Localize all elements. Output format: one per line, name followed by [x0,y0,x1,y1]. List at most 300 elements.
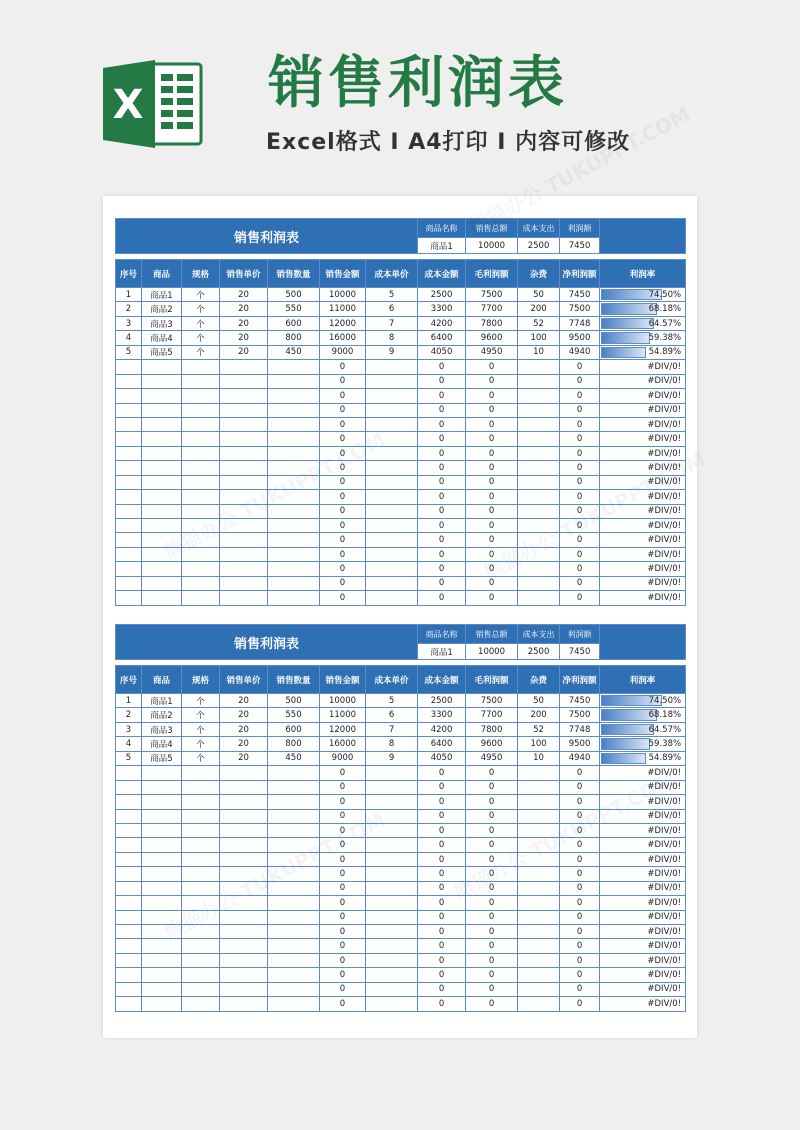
table-cell[interactable]: 52 [518,316,560,330]
table-cell[interactable] [268,953,320,967]
table-cell[interactable]: 0 [560,519,600,533]
table-cell[interactable] [142,576,182,590]
column-header[interactable]: 成本金额 [418,666,466,694]
column-header[interactable]: 序号 [116,666,142,694]
table-cell[interactable] [116,953,142,967]
table-cell[interactable] [518,389,560,403]
table-cell[interactable] [366,519,418,533]
table-cell[interactable]: 20 [220,708,268,722]
table-cell[interactable]: 6400 [418,331,466,345]
table-cell[interactable]: 7500 [466,694,518,708]
table-cell[interactable]: 7450 [560,288,600,302]
table-cell[interactable]: 0 [466,867,518,881]
table-cell[interactable] [182,939,220,953]
table-cell[interactable]: 7800 [466,722,518,736]
table-cell[interactable] [116,925,142,939]
table-cell[interactable]: 7700 [466,708,518,722]
table-cell[interactable] [220,360,268,374]
table-cell[interactable]: 0 [418,547,466,561]
table-cell[interactable]: 10000 [320,694,366,708]
table-cell[interactable]: 20 [220,694,268,708]
table-cell[interactable]: 0 [560,547,600,561]
table-cell[interactable]: 0 [320,809,366,823]
table-cell[interactable]: 0 [466,809,518,823]
summary-value[interactable]: 2500 [518,238,560,254]
table-cell[interactable]: 12000 [320,316,366,330]
table-cell[interactable] [116,403,142,417]
table-cell[interactable] [518,475,560,489]
table-cell[interactable]: 0 [560,925,600,939]
table-cell[interactable]: 7748 [560,316,600,330]
table-cell[interactable] [182,809,220,823]
table-cell[interactable]: 9 [366,345,418,359]
table-cell[interactable] [366,403,418,417]
table-cell[interactable]: 商品3 [142,316,182,330]
table-cell[interactable]: 0 [320,795,366,809]
table-cell[interactable] [220,766,268,780]
table-cell[interactable]: 0 [466,576,518,590]
table-cell[interactable]: 0 [560,533,600,547]
table-cell[interactable]: 0 [418,881,466,895]
table-cell[interactable]: 10 [518,751,560,765]
table-cell[interactable] [366,867,418,881]
table-cell[interactable] [268,982,320,996]
table-cell[interactable] [142,968,182,982]
table-cell[interactable] [116,389,142,403]
table-cell[interactable] [366,591,418,605]
column-header[interactable]: 商品 [142,260,182,288]
table-cell[interactable]: 0 [466,953,518,967]
table-cell[interactable] [182,417,220,431]
table-cell[interactable]: 0 [320,939,366,953]
table-cell[interactable] [116,852,142,866]
table-cell[interactable]: 0 [418,562,466,576]
table-cell[interactable] [182,475,220,489]
column-header[interactable]: 销售金额 [320,666,366,694]
table-cell[interactable] [518,446,560,460]
table-cell[interactable]: 0 [560,953,600,967]
table-cell[interactable] [600,374,686,388]
table-cell[interactable]: 0 [320,417,366,431]
table-cell[interactable]: 800 [268,331,320,345]
table-cell[interactable] [220,968,268,982]
table-cell[interactable] [116,519,142,533]
table-cell[interactable]: 52 [518,722,560,736]
table-cell[interactable]: 0 [466,547,518,561]
table-cell[interactable]: 0 [560,910,600,924]
table-cell[interactable]: 0 [466,939,518,953]
table-cell[interactable]: 0 [320,374,366,388]
table-cell[interactable] [116,374,142,388]
table-cell[interactable]: 4200 [418,316,466,330]
table-cell[interactable]: 0 [320,403,366,417]
table-cell[interactable] [268,896,320,910]
table-cell[interactable]: 0 [320,823,366,837]
table-cell[interactable]: 0 [466,417,518,431]
table-cell[interactable]: 7500 [560,708,600,722]
table-cell[interactable]: 0 [560,490,600,504]
table-cell[interactable] [182,852,220,866]
table-cell[interactable]: 0 [320,881,366,895]
table-cell[interactable]: 4 [116,737,142,751]
table-cell[interactable] [600,389,686,403]
table-cell[interactable]: 0 [466,766,518,780]
table-cell[interactable]: 0 [418,852,466,866]
table-cell[interactable]: 4050 [418,751,466,765]
table-cell[interactable]: 0 [320,838,366,852]
table-cell[interactable]: 商品4 [142,737,182,751]
table-cell[interactable]: 0 [466,780,518,794]
table-cell[interactable]: 个 [182,345,220,359]
table-cell[interactable] [116,446,142,460]
table-cell[interactable] [182,795,220,809]
table-cell[interactable]: 0 [560,374,600,388]
summary-label[interactable]: 商品名称 [418,219,466,238]
table-cell[interactable] [142,591,182,605]
table-cell[interactable] [116,780,142,794]
table-cell[interactable] [366,925,418,939]
table-cell[interactable]: 0 [320,591,366,605]
table-cell[interactable] [116,939,142,953]
table-cell[interactable] [220,389,268,403]
column-header[interactable]: 销售单价 [220,260,268,288]
table-cell[interactable] [182,490,220,504]
table-cell[interactable] [518,997,560,1011]
column-header[interactable]: 销售金额 [320,260,366,288]
table-cell[interactable]: 0 [466,374,518,388]
table-cell[interactable] [366,475,418,489]
table-cell[interactable] [600,302,686,316]
table-cell[interactable]: 0 [320,780,366,794]
table-cell[interactable] [142,838,182,852]
table-cell[interactable] [268,823,320,837]
table-cell[interactable] [518,780,560,794]
table-cell[interactable] [220,432,268,446]
table-cell[interactable] [366,881,418,895]
table-cell[interactable]: 0 [560,766,600,780]
table-cell[interactable] [142,795,182,809]
table-cell[interactable]: 12000 [320,722,366,736]
table-cell[interactable]: 0 [418,982,466,996]
table-cell[interactable] [182,432,220,446]
table-cell[interactable]: 0 [418,504,466,518]
table-cell[interactable]: 0 [320,519,366,533]
table-cell[interactable]: 0 [466,389,518,403]
table-cell[interactable]: 0 [466,533,518,547]
table-cell[interactable]: 0 [320,389,366,403]
table-cell[interactable]: 0 [560,446,600,460]
table-cell[interactable] [268,925,320,939]
table-cell[interactable] [182,968,220,982]
table-cell[interactable] [142,896,182,910]
table-cell[interactable] [366,374,418,388]
table-cell[interactable]: 0 [560,881,600,895]
table-cell[interactable]: 7800 [466,316,518,330]
table-cell[interactable]: 0 [320,997,366,1011]
table-cell[interactable]: 0 [320,910,366,924]
table-cell[interactable] [116,809,142,823]
table-cell[interactable] [600,417,686,431]
table-cell[interactable]: 0 [418,374,466,388]
table-cell[interactable]: 0 [320,576,366,590]
table-cell[interactable]: 个 [182,302,220,316]
table-cell[interactable] [116,576,142,590]
table-cell[interactable] [220,838,268,852]
summary-value[interactable]: 商品1 [418,644,466,660]
table-cell[interactable] [142,881,182,895]
table-cell[interactable]: 个 [182,708,220,722]
table-cell[interactable]: 450 [268,345,320,359]
table-cell[interactable] [116,360,142,374]
column-header[interactable]: 成本金额 [418,260,466,288]
table-cell[interactable] [600,751,686,765]
table-cell[interactable]: 4940 [560,345,600,359]
table-cell[interactable] [116,910,142,924]
column-header[interactable]: 销售单价 [220,666,268,694]
table-cell[interactable] [116,766,142,780]
table-cell[interactable] [182,360,220,374]
summary-label[interactable]: 成本支出 [518,219,560,238]
table-cell[interactable]: 0 [466,432,518,446]
table-cell[interactable] [366,533,418,547]
table-cell[interactable] [116,490,142,504]
table-cell[interactable] [600,708,686,722]
table-cell[interactable] [268,766,320,780]
table-cell[interactable]: 0 [320,461,366,475]
summary-value[interactable]: 7450 [560,238,600,254]
table-cell[interactable]: 0 [560,838,600,852]
table-cell[interactable]: 4950 [466,751,518,765]
table-cell[interactable] [116,823,142,837]
table-cell[interactable]: 7748 [560,722,600,736]
table-cell[interactable] [600,360,686,374]
table-cell[interactable]: 9600 [466,331,518,345]
table-cell[interactable]: 0 [466,403,518,417]
table-cell[interactable] [142,374,182,388]
table-cell[interactable]: 0 [466,519,518,533]
table-cell[interactable] [220,403,268,417]
table-cell[interactable] [366,910,418,924]
table-cell[interactable] [142,446,182,460]
table-cell[interactable] [182,766,220,780]
table-cell[interactable]: 7 [366,316,418,330]
table-cell[interactable]: 0 [466,925,518,939]
table-cell[interactable]: 商品3 [142,722,182,736]
table-cell[interactable] [518,432,560,446]
table-cell[interactable]: 商品1 [142,694,182,708]
table-cell[interactable]: 200 [518,302,560,316]
table-cell[interactable] [268,795,320,809]
table-cell[interactable] [142,475,182,489]
table-cell[interactable]: 0 [418,968,466,982]
table-cell[interactable] [142,403,182,417]
table-cell[interactable] [268,576,320,590]
table-cell[interactable]: 5 [366,288,418,302]
table-cell[interactable]: 100 [518,737,560,751]
table-cell[interactable]: 0 [560,968,600,982]
table-cell[interactable]: 200 [518,708,560,722]
table-cell[interactable]: 0 [418,939,466,953]
table-cell[interactable] [518,939,560,953]
table-cell[interactable] [220,547,268,561]
table-cell[interactable] [268,591,320,605]
table-cell[interactable]: 0 [320,547,366,561]
table-cell[interactable] [600,852,686,866]
table-cell[interactable] [182,576,220,590]
table-cell[interactable]: 0 [560,896,600,910]
table-cell[interactable] [366,953,418,967]
table-cell[interactable]: 0 [560,939,600,953]
table-cell[interactable]: 7450 [560,694,600,708]
table-cell[interactable] [366,504,418,518]
table-cell[interactable] [268,997,320,1011]
table-cell[interactable] [518,953,560,967]
table-cell[interactable] [182,867,220,881]
table-cell[interactable] [268,910,320,924]
table-cell[interactable]: 8 [366,737,418,751]
table-cell[interactable] [142,867,182,881]
table-cell[interactable] [220,562,268,576]
table-cell[interactable] [220,780,268,794]
table-cell[interactable] [142,432,182,446]
column-header[interactable]: 序号 [116,260,142,288]
table-cell[interactable] [142,852,182,866]
table-cell[interactable] [220,809,268,823]
table-cell[interactable]: 0 [418,533,466,547]
table-cell[interactable] [366,547,418,561]
summary-value[interactable]: 2500 [518,644,560,660]
table-cell[interactable] [220,997,268,1011]
summary-value[interactable]: 10000 [466,238,518,254]
table-cell[interactable] [518,968,560,982]
table-cell[interactable] [600,331,686,345]
table-cell[interactable] [116,997,142,1011]
table-cell[interactable] [142,766,182,780]
column-header[interactable]: 成本单价 [366,260,418,288]
table-cell[interactable] [518,795,560,809]
table-cell[interactable] [142,389,182,403]
table-cell[interactable] [142,490,182,504]
table-cell[interactable]: 450 [268,751,320,765]
table-cell[interactable] [366,838,418,852]
table-cell[interactable] [268,519,320,533]
table-cell[interactable]: 0 [418,490,466,504]
table-cell[interactable] [182,461,220,475]
column-header[interactable]: 销售数量 [268,666,320,694]
table-cell[interactable]: 0 [466,823,518,837]
table-cell[interactable]: 0 [466,838,518,852]
table-cell[interactable]: 0 [466,881,518,895]
summary-value[interactable]: 商品1 [418,238,466,254]
table-cell[interactable]: 50 [518,288,560,302]
table-cell[interactable] [600,576,686,590]
table-cell[interactable]: 0 [466,997,518,1011]
table-cell[interactable] [268,780,320,794]
table-cell[interactable]: 0 [320,953,366,967]
table-cell[interactable]: 3300 [418,708,466,722]
table-cell[interactable]: 0 [418,823,466,837]
table-cell[interactable] [142,953,182,967]
table-cell[interactable] [518,896,560,910]
column-header[interactable]: 销售数量 [268,260,320,288]
table-cell[interactable]: 0 [418,432,466,446]
table-cell[interactable]: 6400 [418,737,466,751]
table-cell[interactable]: 1 [116,288,142,302]
table-cell[interactable]: 0 [418,795,466,809]
table-cell[interactable] [116,504,142,518]
table-cell[interactable]: 0 [560,997,600,1011]
table-cell[interactable] [600,288,686,302]
table-cell[interactable]: 0 [560,360,600,374]
summary-label[interactable]: 商品名称 [418,625,466,644]
table-cell[interactable] [116,562,142,576]
table-cell[interactable] [142,982,182,996]
table-cell[interactable]: 0 [320,504,366,518]
table-cell[interactable]: 2 [116,708,142,722]
table-cell[interactable] [366,780,418,794]
table-cell[interactable] [366,982,418,996]
table-cell[interactable]: 3300 [418,302,466,316]
table-cell[interactable] [518,881,560,895]
table-cell[interactable] [366,968,418,982]
table-cell[interactable]: 0 [418,997,466,1011]
table-cell[interactable] [220,982,268,996]
table-cell[interactable] [220,446,268,460]
column-header[interactable]: 利润率 [600,260,686,288]
table-cell[interactable]: 0 [320,896,366,910]
table-cell[interactable]: 商品1 [142,288,182,302]
table-cell[interactable]: 800 [268,737,320,751]
table-cell[interactable] [220,823,268,837]
summary-label[interactable]: 销售总额 [466,625,518,644]
table-cell[interactable] [142,809,182,823]
column-header[interactable]: 净利润额 [560,666,600,694]
table-cell[interactable]: 7500 [466,288,518,302]
column-header[interactable]: 毛利润额 [466,260,518,288]
column-header[interactable]: 杂费 [518,260,560,288]
summary-label[interactable]: 利润额 [560,625,600,644]
table-cell[interactable] [518,910,560,924]
table-cell[interactable] [268,403,320,417]
table-cell[interactable]: 20 [220,288,268,302]
table-cell[interactable] [142,780,182,794]
table-cell[interactable] [268,389,320,403]
table-cell[interactable] [366,389,418,403]
table-cell[interactable]: 9600 [466,737,518,751]
table-cell[interactable]: 20 [220,316,268,330]
table-cell[interactable]: 0 [418,417,466,431]
table-cell[interactable] [182,838,220,852]
table-cell[interactable]: 0 [418,925,466,939]
table-cell[interactable]: 0 [418,576,466,590]
table-cell[interactable] [220,795,268,809]
table-cell[interactable] [116,547,142,561]
table-cell[interactable] [600,403,686,417]
table-cell[interactable]: 20 [220,722,268,736]
table-cell[interactable] [366,490,418,504]
table-cell[interactable]: 11000 [320,708,366,722]
table-cell[interactable] [600,968,686,982]
table-cell[interactable]: 0 [560,475,600,489]
table-cell[interactable]: 50 [518,694,560,708]
table-cell[interactable] [116,533,142,547]
table-cell[interactable] [268,417,320,431]
summary-label[interactable]: 利润额 [560,219,600,238]
table-cell[interactable] [600,997,686,1011]
table-cell[interactable] [600,547,686,561]
table-cell[interactable]: 10000 [320,288,366,302]
table-cell[interactable] [220,374,268,388]
